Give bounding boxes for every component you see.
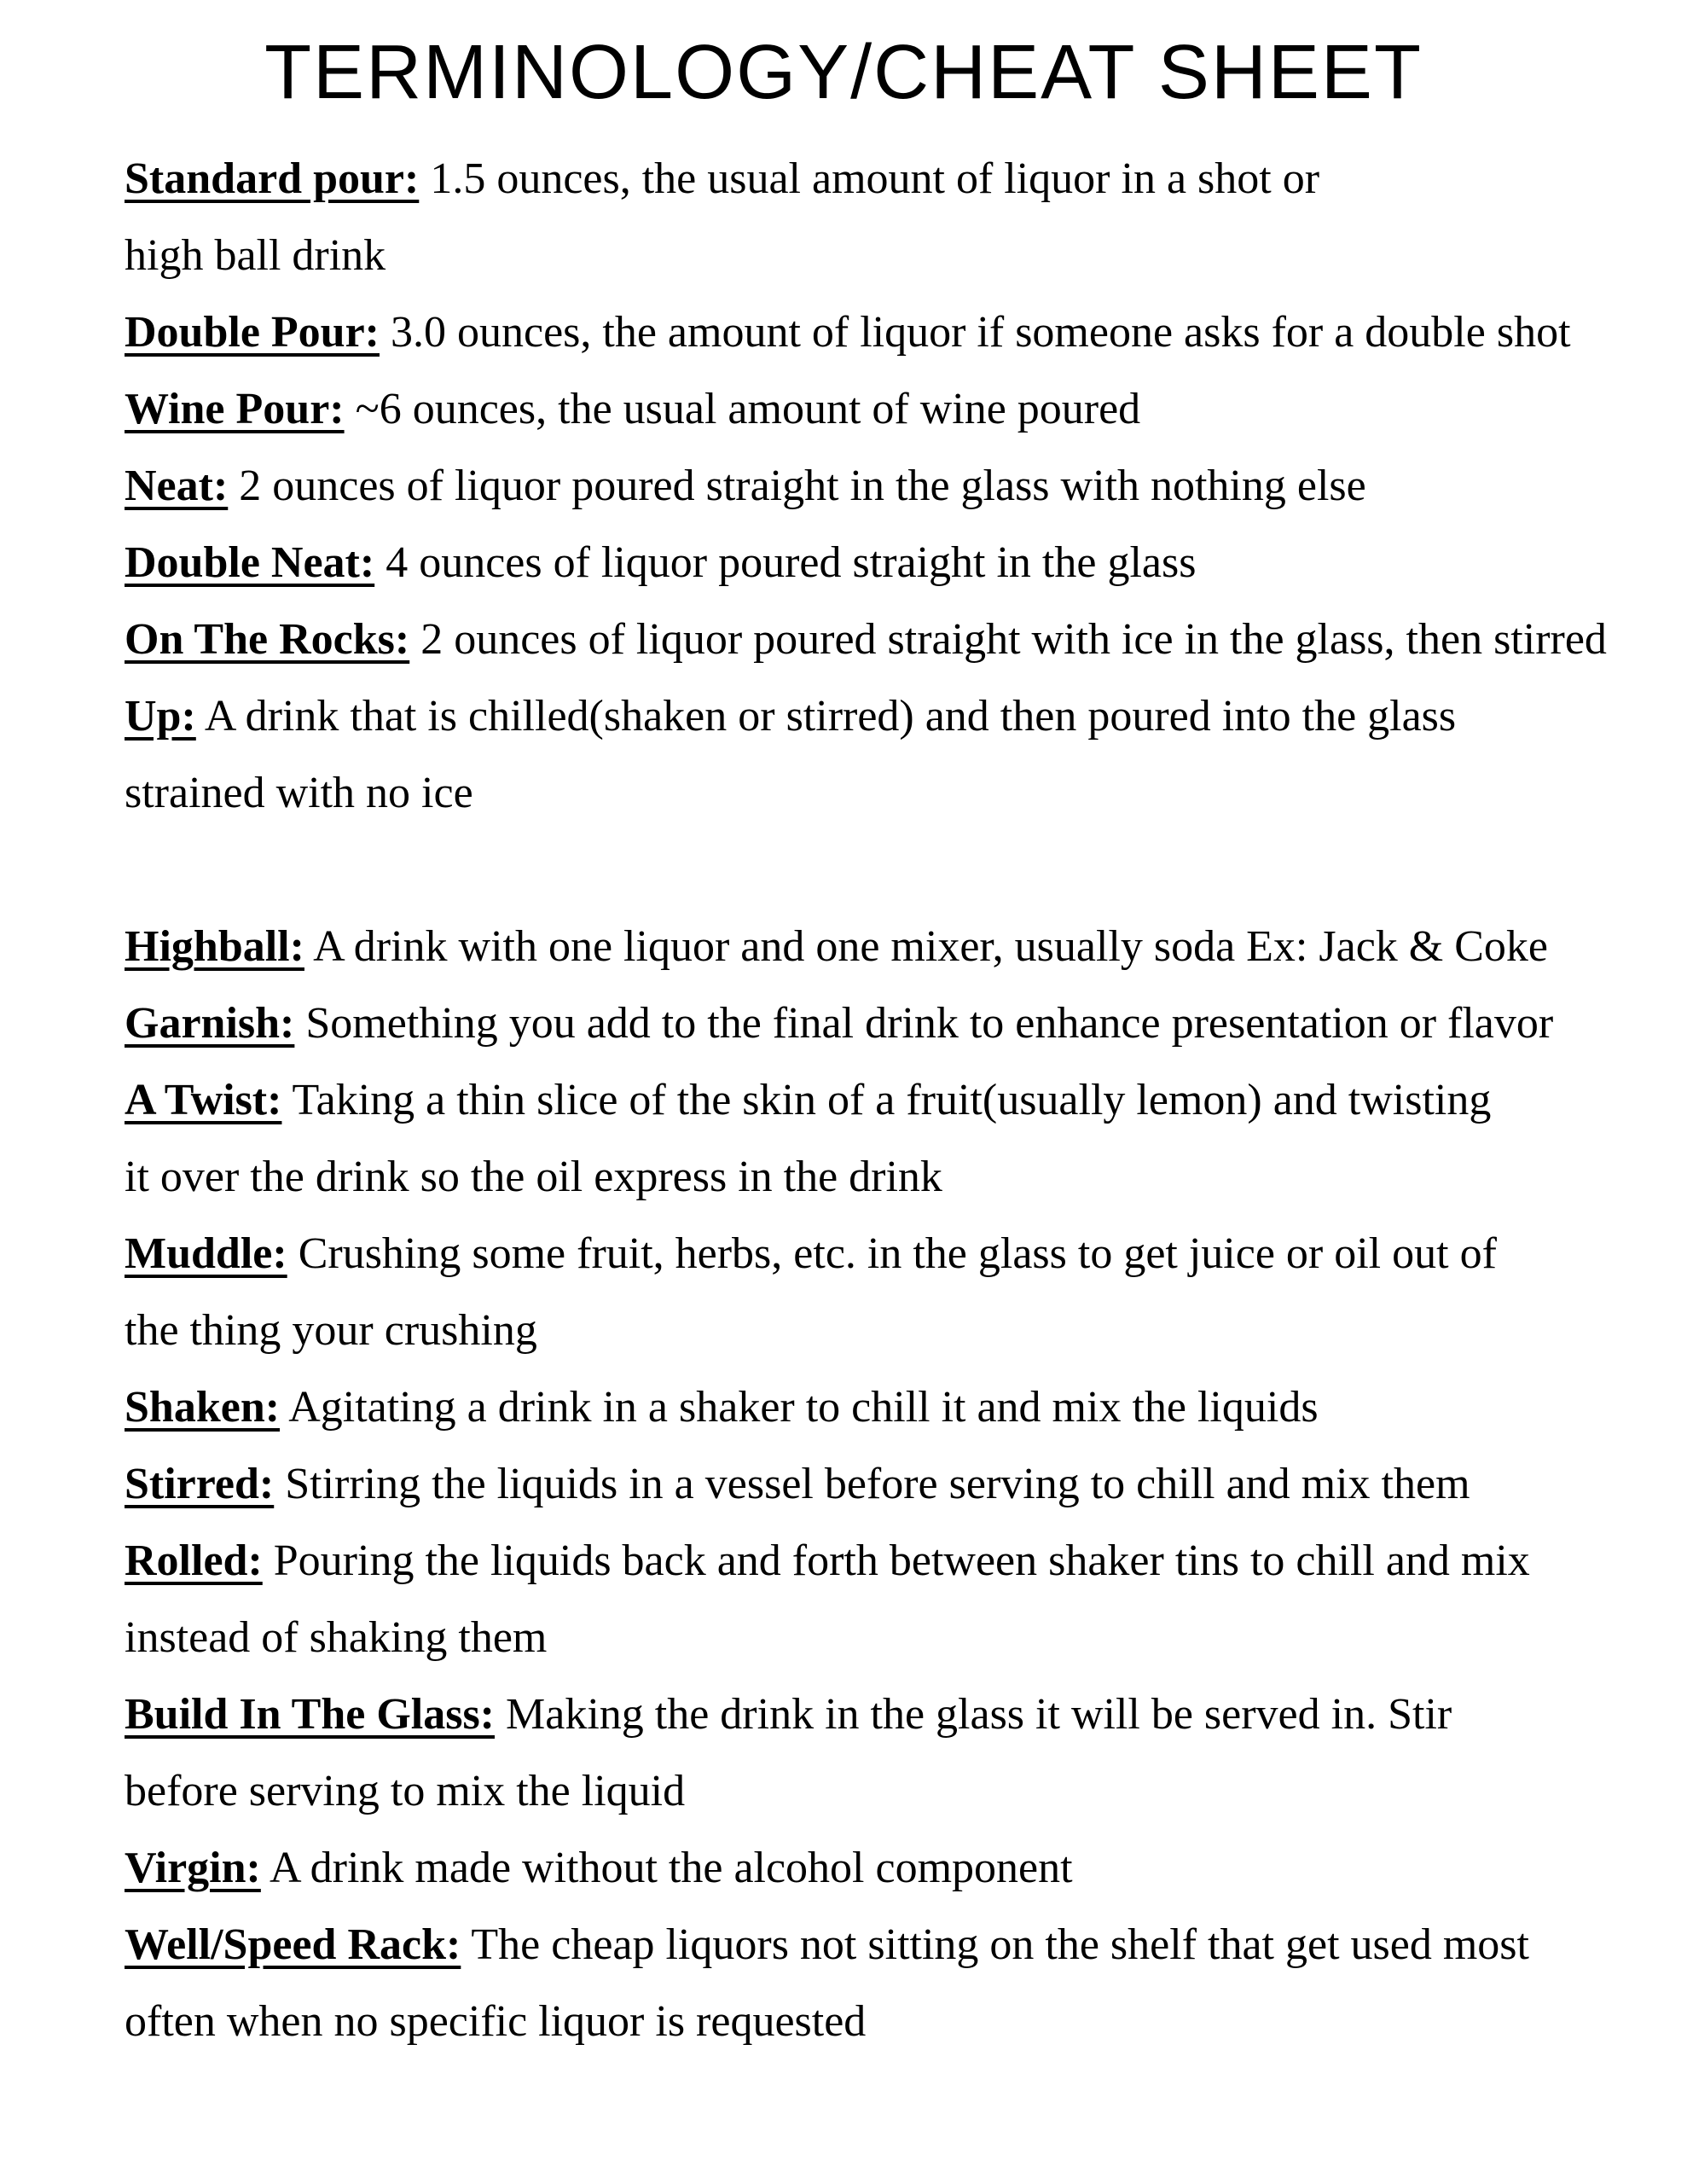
entry-up bbox=[125, 678, 1660, 755]
term-label: Garnish: bbox=[125, 999, 295, 1048]
term-label: Neat: bbox=[125, 462, 229, 510]
term-definition: 2 ounces of liquor poured straight with ice in the glass, then stirred bbox=[409, 615, 1607, 664]
entry-on-the-rocks bbox=[125, 601, 1660, 678]
term-label: Build In The Glass: bbox=[125, 1690, 496, 1739]
term-label: Shaken: bbox=[125, 1383, 281, 1432]
entry-well-speed-rack bbox=[125, 1907, 1660, 1984]
term-definition: Stirring the liquids in a vessel before serving to chill and mix them bbox=[274, 1460, 1470, 1508]
term-definition-continued: the thing your crushing bbox=[125, 1306, 537, 1355]
entry-stirred bbox=[125, 1446, 1660, 1523]
entry-neat bbox=[125, 448, 1660, 525]
term-definition: Agitating a drink in a shaker to chill it and mix the liquids bbox=[280, 1383, 1319, 1432]
term-definition-continued: strained with no ice bbox=[125, 769, 473, 817]
term-definition: 4 ounces of liquor poured straight in the glass bbox=[374, 538, 1197, 587]
entry-garnish bbox=[125, 985, 1660, 1062]
term-definition: A drink that is chilled(shaken or stirred) and then poured into the glass bbox=[195, 692, 1457, 741]
term-definition: Crushing some fruit, herbs, etc. in the glass to get juice or oil out of bbox=[287, 1229, 1497, 1278]
term-label: Virgin: bbox=[125, 1844, 261, 1892]
term-definition-continued: before serving to mix the liquid bbox=[125, 1767, 686, 1815]
term-label: A Twist: bbox=[125, 1076, 282, 1124]
term-label: Rolled: bbox=[125, 1536, 263, 1585]
term-definition: 1.5 ounces, the usual amount of liquor in a shot or bbox=[419, 154, 1320, 203]
term-definition: Making the drink in the glass it will be served in. Stir bbox=[495, 1690, 1452, 1739]
term-definition: The cheap liquors not sitting on the shelf that get used most bbox=[461, 1920, 1529, 1969]
entry-highball bbox=[125, 909, 1660, 985]
term-definition: Taking a thin slice of the skin of a fruit(usually lemon) and twisting bbox=[281, 1076, 1492, 1124]
section-spacer bbox=[125, 832, 1660, 909]
entry-double-neat bbox=[125, 525, 1660, 601]
term-definition: ~6 ounces, the usual amount of wine poured bbox=[344, 385, 1141, 433]
entry-double-pour bbox=[125, 294, 1660, 371]
term-label: Up: bbox=[125, 692, 196, 741]
term-definition: A drink made without the alcohol component bbox=[260, 1844, 1073, 1892]
entry-wine-pour bbox=[125, 371, 1660, 448]
term-label: Double Pour: bbox=[125, 308, 380, 357]
term-definition: 3.0 ounces, the amount of liquor if someone asks for a double shot bbox=[380, 308, 1571, 357]
term-label: Well/Speed Rack: bbox=[125, 1920, 461, 1969]
terminology-list bbox=[125, 141, 1660, 2060]
term-definition-continued: instead of shaking them bbox=[125, 1613, 548, 1662]
term-definition: Something you add to the final drink to enhance presentation or flavor bbox=[294, 999, 1554, 1048]
entry-muddle bbox=[125, 1216, 1660, 1292]
term-label: Highball: bbox=[125, 922, 304, 971]
term-definition: A drink with one liquor and one mixer, usually soda Ex: Jack & Coke bbox=[304, 922, 1548, 971]
entry-shaken bbox=[125, 1369, 1660, 1446]
term-label: Muddle: bbox=[125, 1229, 287, 1278]
term-definition-continued: often when no specific liquor is requested bbox=[125, 1997, 867, 2046]
entry-standard-pour bbox=[125, 141, 1660, 218]
term-label: On The Rocks: bbox=[125, 615, 410, 664]
entry-rolled bbox=[125, 1523, 1660, 1600]
term-label: Double Neat: bbox=[125, 538, 375, 587]
page-title: TERMINOLOGY/CHEAT SHEET bbox=[264, 30, 1423, 115]
entry-virgin bbox=[125, 1830, 1660, 1907]
entry-build-in-the-glass bbox=[125, 1676, 1660, 1753]
term-label: Standard pour: bbox=[125, 154, 420, 203]
term-label: Wine Pour: bbox=[125, 385, 345, 433]
term-definition: 2 ounces of liquor poured straight in the glass with nothing else bbox=[228, 462, 1366, 510]
term-definition-continued: high ball drink bbox=[125, 231, 386, 280]
term-label: Stirred: bbox=[125, 1460, 275, 1508]
entry-a-twist bbox=[125, 1062, 1660, 1139]
term-definition: Pouring the liquids back and forth between shaker tins to chill and mix bbox=[262, 1536, 1530, 1585]
term-definition-continued: it over the drink so the oil express in the drink bbox=[125, 1153, 942, 1201]
